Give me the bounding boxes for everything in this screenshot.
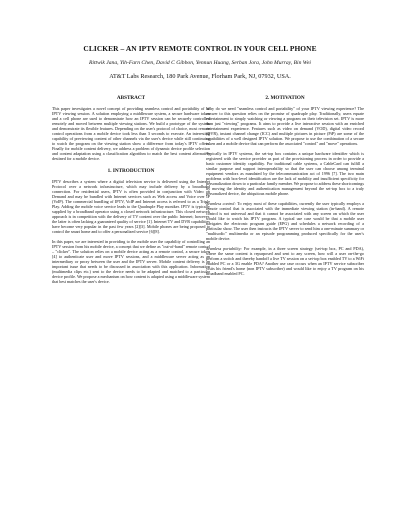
right-column (206, 96, 364, 281)
paper-affiliation: AT&T Labs Research, 180 Park Avenue, Florham Park, NJ, 07932, USA. (109, 73, 291, 80)
paper-title: CLICKER – AN IPTV REMOTE CONTROL IN YOUR CELL PHONE (83, 44, 317, 53)
introduction-paragraph-2: In this paper, we are interested in providing to the mobile user the capability of controlling an IPTV session from his mobile device, a concept that we define as "out-of-band" remote control – "clicker". The solution relies on a mobile device acting as a remote control, a secure token [4] to authenticate user and move IPTV sessions, and a middleware server acting as an intermediary or proxy between the user and the IPTV server. Mobile content delivery is an important issue that needs to be discussed in association with this application. Information (multimedia clips etc.) sent to the device needs to be adapted and matched to a particular device profile. We propose a mechanism on how content is adapted using a middleware system that best matches the user's device. (52, 239, 210, 284)
seamless-portability-lead: Seamless portability: (206, 246, 242, 251)
motivation-heading: 2. MOTIVATION (265, 95, 305, 101)
seamless-control-lead: Seamless control: (206, 201, 236, 206)
seamless-control-paragraph (206, 201, 364, 241)
seamless-portability-paragraph (206, 246, 364, 276)
motivation-paragraph-1: Why do we need "seamless control and portability" of your IPTV viewing experience? The answer to this question relies on the promise of quadruple play. Traditionally, users equate entertainment to simply watching or viewing a program on their television set. IPTV is more than just "viewing" programs. It aims to provide a live interactive session with an enriched entertainment experience. Features such as video on demand (VOD), digital video record (DVR), instant channel change (ICC) and multiple pictures in picture (PiP) are some of the capabilities of a well designed IPTV solution. We propose to use the combination of a secure token and a mobile device that can perform the associated "control" and "move" operations. (206, 106, 364, 146)
seamless-portability-text: For example, in a three screen strategy (set-top box, PC and PDA), where the same content is repurposed and sent to any screen, how will a user on-the-go perform a switch and thereby handoff a live TV session on a set-top box enabled TV to a WiFi enabled PC or a 3G enable PDA? Another use case occurs when an IPTV service subscriber visits his friend's home (non IPTV subscriber) and would like to enjoy a TV program on his broadband enabled PC. (206, 246, 365, 276)
abstract-text: This paper investigates a novel concept of providing seamless control and portability of an IPTV viewing session. A solution employing a middleware system, a secure hardware token and a cell phone are used to demonstrate how an IPTV session can be securely controlled remotely and moved between multiple viewing stations. We build a prototype of the system and demonstrate its flexible features. Depending on the user's protocol of choice, most remote control operations from a mobile device took less than 3 seconds to execute. An interesting capability of previewing content of other channels via the user's device while still continuing to watch the program on the viewing station show a difference from today's IPTV offers. Finally for mobile content delivery, we address a problem of dynamic device profile selection and content adaptation using a classification algorithm to match the best content alternative destined for a mobile device. (52, 106, 210, 161)
introduction-paragraph-1: IPTV describes a system where a digital television service is delivered using the Internet Protocol over a network infrastructure, which may include delivery by a broadband connection. For residential users, IPTV is often provided in conjunction with Video on Demand and may be bundled with Internet services such as Web access and Voice over IP (VoIP). The commercial bundling of IPTV, VoIP and Internet access is referred to as a Triple Play. Adding the mobile voice service leads to the Quadruple Play moniker. IPTV is typically supplied by a broadband operator using a closed network infrastructure. This closed network approach is in competition with the delivery of TV content over the public Internet; however, the latter is often lacking a guaranteed quality of service [1]. Internet TV and DVR capabilities have become very popular in the past few years [2][3]. Mobile phones are being proposed to control the smart home and to offer a personalized service [6][8]. (52, 179, 210, 234)
motivation-paragraph-2: Typically in IPTV systems, the set-top box contains a unique hardware identifier which is registered with the service provider as part of the provisioning process in order to provide a basic customer identity capability. For traditional cable systems, a CableCard can fulfill a similar purpose and support interoperability so that the user can choose among terminal equipment vendors as mandated by the telecommunication act of 1996 [7]. The two main problems with box-level identification are the lack of mobility and insufficient specificity for personalization down to a particular family member. We propose to address these shortcomings by moving the identity and authentication management beyond the set-top box to a truly personalized device, the ubiquitous mobile phone. (206, 151, 364, 196)
introduction-heading: 1. INTRODUCTION (107, 168, 155, 174)
seamless-control-text: To enjoy most of these capabilities, currently the user typically employs a remote control that is associated with the immediate viewing station (in-band). A remote control is not universal and that it cannot be associated with any screen on which the user would like to watch his IPTV program. A typical use case would be that a mobile user navigates the electronic program guide (EPG) and schedules a network recording of a particular show. The user then instructs the IPTV server to send him a one-minute summary or "multisodic" multimedia or an episode programming produced specifically for the user's mobile device. (206, 201, 365, 241)
paper-authors: Rittwik Jana, Yih-Farn Chen, David C Gibbon, Yennun Huang, Serban Jora, John Murray, Bin Wei (89, 60, 311, 66)
abstract-heading: ABSTRACT (116, 95, 146, 101)
left-column (52, 96, 210, 289)
